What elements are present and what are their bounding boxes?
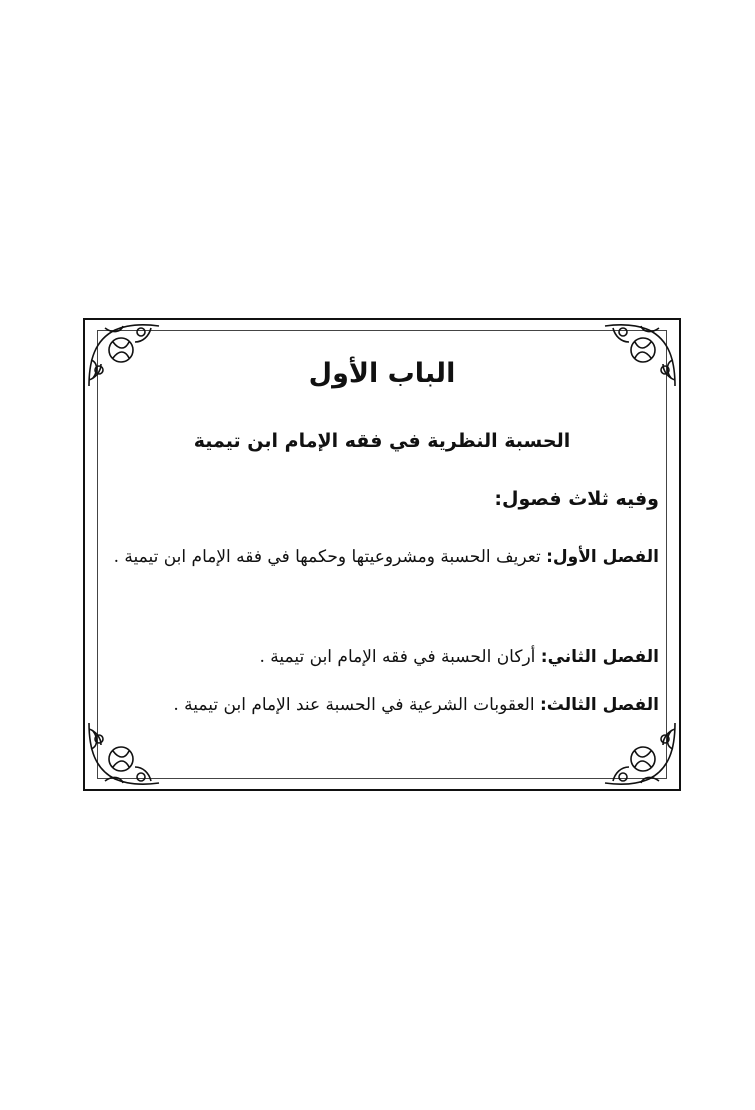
section-text: العقوبات الشرعية في الحسبة عند الإمام ابن تيمية . bbox=[173, 695, 535, 715]
section-text: أركان الحسبة في فقه الإمام ابن تيمية . bbox=[259, 647, 536, 667]
page-title: الحسبة النظرية في فقه الإمام ابن تيمية bbox=[193, 430, 571, 452]
section-label: الفصل الثاني: bbox=[540, 647, 659, 667]
section-label: الفصل الثالث: bbox=[540, 695, 659, 715]
frame-content bbox=[83, 318, 681, 791]
chapter-title: الباب الأول bbox=[308, 358, 456, 389]
intro-text: وفيه ثلاث فصول: bbox=[494, 488, 659, 510]
section-text: تعريف الحسبة ومشروعيتها وحكمها في فقه الإمام ابن تيمية . bbox=[113, 547, 541, 567]
section-label: الفصل الأول: bbox=[546, 547, 659, 567]
section-item bbox=[93, 638, 659, 676]
section-item bbox=[93, 538, 659, 576]
ornamental-frame bbox=[83, 318, 681, 791]
section-item bbox=[93, 686, 659, 724]
